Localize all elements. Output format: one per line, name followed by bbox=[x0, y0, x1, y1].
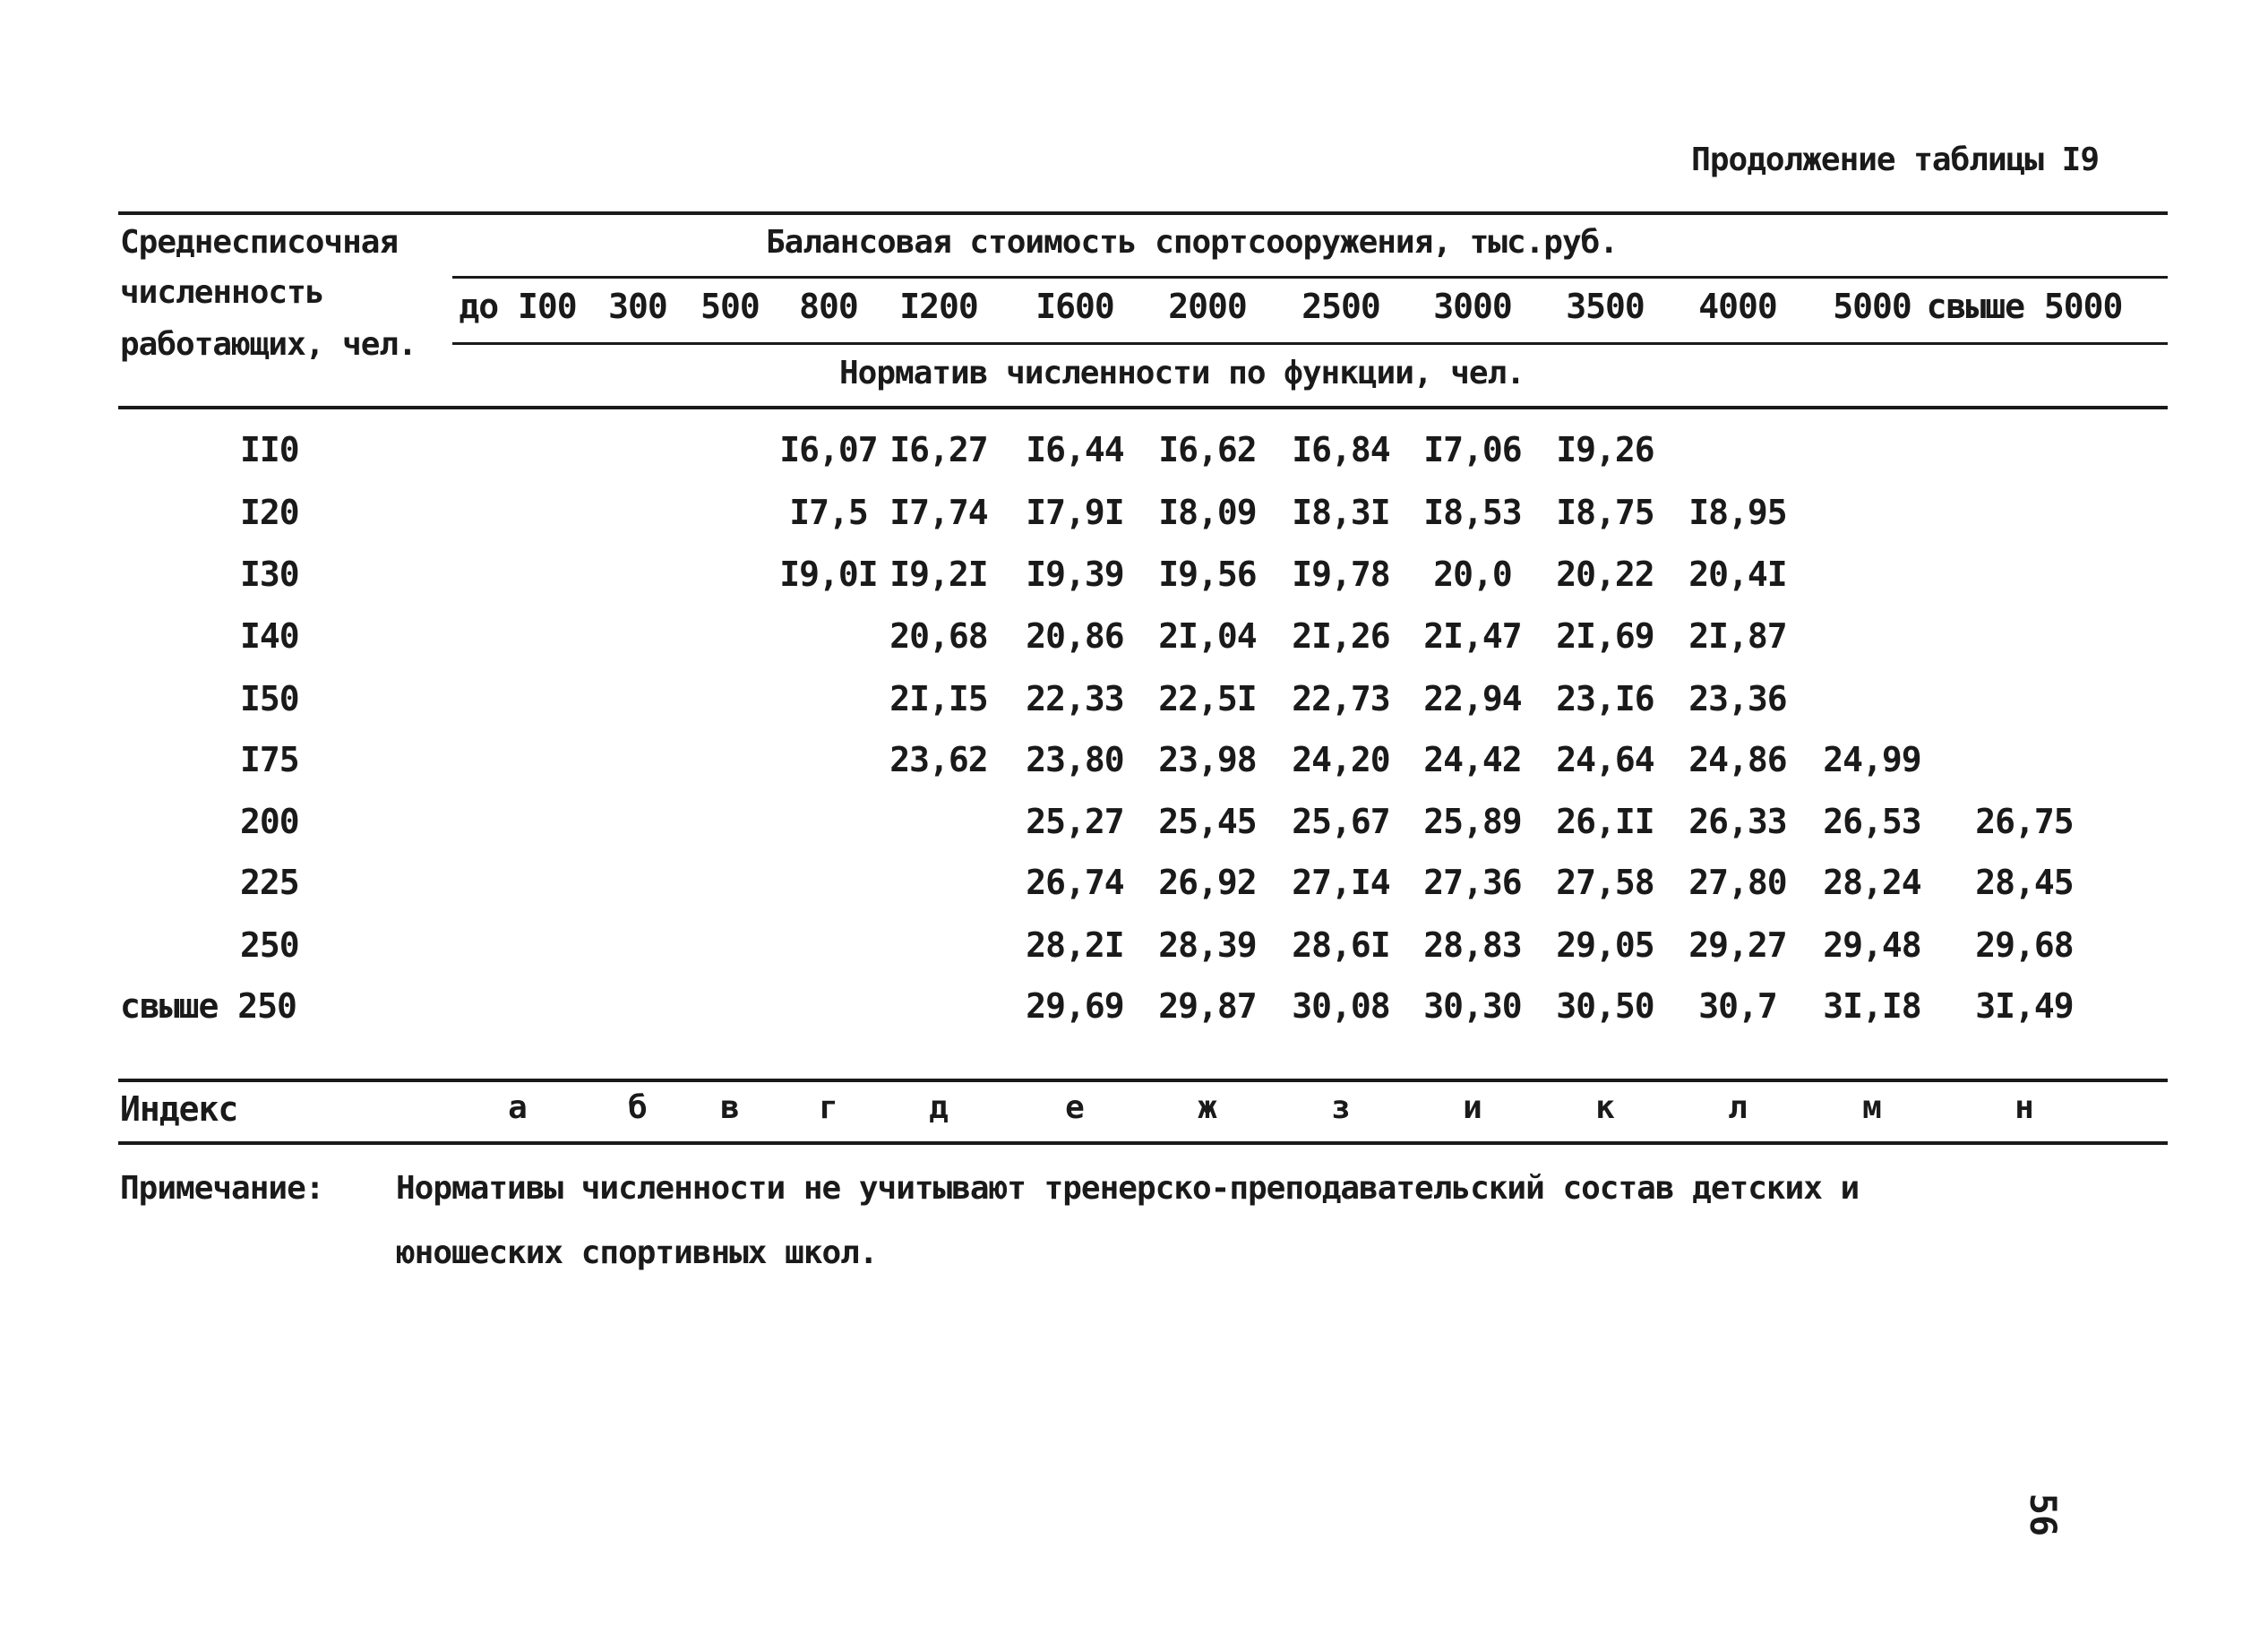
body-bottom-rule bbox=[118, 1079, 2168, 1082]
table-cell: I9,56 bbox=[1158, 555, 1257, 594]
index-letter: и bbox=[1463, 1089, 1482, 1126]
table-cell: 23,62 bbox=[889, 740, 988, 779]
table-cell: 30,7 bbox=[1698, 986, 1777, 1026]
index-letter: н bbox=[2015, 1089, 2034, 1126]
row-label: I40 bbox=[240, 616, 299, 656]
table-cell: 26,53 bbox=[1823, 802, 1921, 841]
columns-rule bbox=[452, 342, 2168, 345]
index-letter: б bbox=[628, 1089, 648, 1126]
table-cell: 22,33 bbox=[1026, 679, 1124, 718]
table-cell: 2I,04 bbox=[1158, 616, 1257, 656]
column-header: свыше 5000 bbox=[1926, 287, 2123, 326]
column-header: до I00 bbox=[459, 287, 577, 326]
row-header-line-2: численность bbox=[120, 274, 324, 311]
row-label: I50 bbox=[240, 679, 299, 718]
table-cell: 26,33 bbox=[1688, 802, 1787, 841]
column-header: 3000 bbox=[1433, 287, 1512, 326]
table-cell: I6,07 bbox=[779, 430, 878, 469]
table-cell: 25,89 bbox=[1423, 802, 1522, 841]
table-cell: I6,84 bbox=[1292, 430, 1390, 469]
table-cell: 30,30 bbox=[1423, 986, 1522, 1026]
table-cell: I9,26 bbox=[1556, 430, 1654, 469]
table-cell: 28,2I bbox=[1026, 925, 1124, 965]
table-cell: 23,98 bbox=[1158, 740, 1257, 779]
index-label: Индекс bbox=[120, 1089, 238, 1129]
table-cell: 25,67 bbox=[1292, 802, 1390, 841]
table-cell: I6,62 bbox=[1158, 430, 1257, 469]
index-letter: м bbox=[1862, 1089, 1882, 1126]
row-label: 200 bbox=[240, 802, 299, 841]
index-letter: г bbox=[819, 1089, 838, 1126]
table-cell: 24,99 bbox=[1823, 740, 1921, 779]
index-bottom-rule bbox=[118, 1141, 2168, 1145]
table-cell: I7,06 bbox=[1423, 430, 1522, 469]
table-cell: 30,08 bbox=[1292, 986, 1390, 1026]
table-cell: 23,80 bbox=[1026, 740, 1124, 779]
column-header: 300 bbox=[608, 287, 667, 326]
index-letter: з bbox=[1331, 1089, 1351, 1126]
table-cell: 23,I6 bbox=[1556, 679, 1654, 718]
column-header: 4000 bbox=[1698, 287, 1777, 326]
index-letter: ж bbox=[1198, 1089, 1217, 1126]
group-title: Балансовая стоимость спортсооружения, тыс.руб. bbox=[766, 224, 1618, 261]
row-header-line-1: Среднесписочная bbox=[120, 224, 399, 261]
table-cell: 24,64 bbox=[1556, 740, 1654, 779]
row-header-line-3: работающих, чел. bbox=[120, 326, 417, 363]
table-caption: Продолжение таблицы I9 bbox=[1691, 142, 2099, 178]
table-cell: 27,I4 bbox=[1292, 863, 1390, 902]
column-header: 800 bbox=[799, 287, 858, 326]
table-cell: I7,74 bbox=[889, 493, 988, 532]
table-cell: 25,45 bbox=[1158, 802, 1257, 841]
table-cell: 27,80 bbox=[1688, 863, 1787, 902]
row-label: I30 bbox=[240, 555, 299, 594]
index-letter: в bbox=[720, 1089, 740, 1126]
index-letter: д bbox=[929, 1089, 949, 1126]
row-label: 250 bbox=[240, 925, 299, 965]
table-cell: 28,39 bbox=[1158, 925, 1257, 965]
table-cell: 2I,69 bbox=[1556, 616, 1654, 656]
table-cell: 26,75 bbox=[1975, 802, 2074, 841]
table-cell: 2I,47 bbox=[1423, 616, 1522, 656]
table-cell: 2I,I5 bbox=[889, 679, 988, 718]
table-cell: 29,87 bbox=[1158, 986, 1257, 1026]
table-cell: 29,48 bbox=[1823, 925, 1921, 965]
table-cell: I7,5 bbox=[789, 493, 868, 532]
table-cell: 23,36 bbox=[1688, 679, 1787, 718]
table-cell: 24,20 bbox=[1292, 740, 1390, 779]
table-cell: 27,58 bbox=[1556, 863, 1654, 902]
group-rule bbox=[452, 276, 2168, 279]
table-cell: I8,75 bbox=[1556, 493, 1654, 532]
column-header: 2000 bbox=[1168, 287, 1247, 326]
column-header: 500 bbox=[700, 287, 760, 326]
header-bottom-rule bbox=[118, 406, 2168, 409]
table-cell: 26,74 bbox=[1026, 863, 1124, 902]
table-cell: I6,27 bbox=[889, 430, 988, 469]
page-number: 56 bbox=[2022, 1492, 2064, 1537]
table-cell: 29,05 bbox=[1556, 925, 1654, 965]
table-cell: 20,68 bbox=[889, 616, 988, 656]
column-header: I600 bbox=[1035, 287, 1114, 326]
column-header: 3500 bbox=[1566, 287, 1645, 326]
table-cell: I7,9I bbox=[1026, 493, 1124, 532]
table-cell: 25,27 bbox=[1026, 802, 1124, 841]
row-label: 225 bbox=[240, 863, 299, 902]
note-line-1: Нормативы численности не учитывают тренерско-преподавательский состав детских и bbox=[396, 1170, 1860, 1207]
table-cell: 29,27 bbox=[1688, 925, 1787, 965]
top-rule bbox=[118, 211, 2168, 215]
column-header: 2500 bbox=[1302, 287, 1380, 326]
table-cell: 24,86 bbox=[1688, 740, 1787, 779]
row-label: I20 bbox=[240, 493, 299, 532]
index-letter: е bbox=[1065, 1089, 1085, 1126]
table-cell: I6,44 bbox=[1026, 430, 1124, 469]
table-cell: 28,24 bbox=[1823, 863, 1921, 902]
table-cell: I8,09 bbox=[1158, 493, 1257, 532]
table-cell: 20,22 bbox=[1556, 555, 1654, 594]
table-cell: 27,36 bbox=[1423, 863, 1522, 902]
note-line-2: юношеских спортивных школ. bbox=[396, 1234, 878, 1271]
table-cell: 2I,26 bbox=[1292, 616, 1390, 656]
table-cell: 29,69 bbox=[1026, 986, 1124, 1026]
table-cell: 20,4I bbox=[1688, 555, 1787, 594]
table-subtitle: Норматив численности по функции, чел. bbox=[839, 355, 1525, 391]
table-cell: 3I,49 bbox=[1975, 986, 2074, 1026]
table-cell: I9,2I bbox=[889, 555, 988, 594]
row-label: свыше 250 bbox=[120, 986, 296, 1026]
table-cell: 26,II bbox=[1556, 802, 1654, 841]
table-cell: 22,5I bbox=[1158, 679, 1257, 718]
table-cell: 26,92 bbox=[1158, 863, 1257, 902]
table-cell: 20,0 bbox=[1433, 555, 1512, 594]
table-cell: I9,78 bbox=[1292, 555, 1390, 594]
table-cell: I9,0I bbox=[779, 555, 878, 594]
column-header: I200 bbox=[899, 287, 978, 326]
row-label: II0 bbox=[240, 430, 299, 469]
index-letter: к bbox=[1595, 1089, 1615, 1126]
index-letter: а bbox=[508, 1089, 528, 1126]
table-cell: I8,3I bbox=[1292, 493, 1390, 532]
table-cell: 20,86 bbox=[1026, 616, 1124, 656]
table-cell: 24,42 bbox=[1423, 740, 1522, 779]
table-cell: 2I,87 bbox=[1688, 616, 1787, 656]
table-cell: 29,68 bbox=[1975, 925, 2074, 965]
table-cell: 30,50 bbox=[1556, 986, 1654, 1026]
note-label: Примечание: bbox=[120, 1170, 324, 1207]
table-cell: I9,39 bbox=[1026, 555, 1124, 594]
index-letter: л bbox=[1728, 1089, 1748, 1126]
table-cell: 28,45 bbox=[1975, 863, 2074, 902]
table-cell: 22,73 bbox=[1292, 679, 1390, 718]
table-cell: 28,83 bbox=[1423, 925, 1522, 965]
column-header: 5000 bbox=[1833, 287, 1911, 326]
table-cell: I8,53 bbox=[1423, 493, 1522, 532]
row-label: I75 bbox=[240, 740, 299, 779]
table-cell: 28,6I bbox=[1292, 925, 1390, 965]
table-cell: I8,95 bbox=[1688, 493, 1787, 532]
table-cell: 3I,I8 bbox=[1823, 986, 1921, 1026]
table-cell: 22,94 bbox=[1423, 679, 1522, 718]
